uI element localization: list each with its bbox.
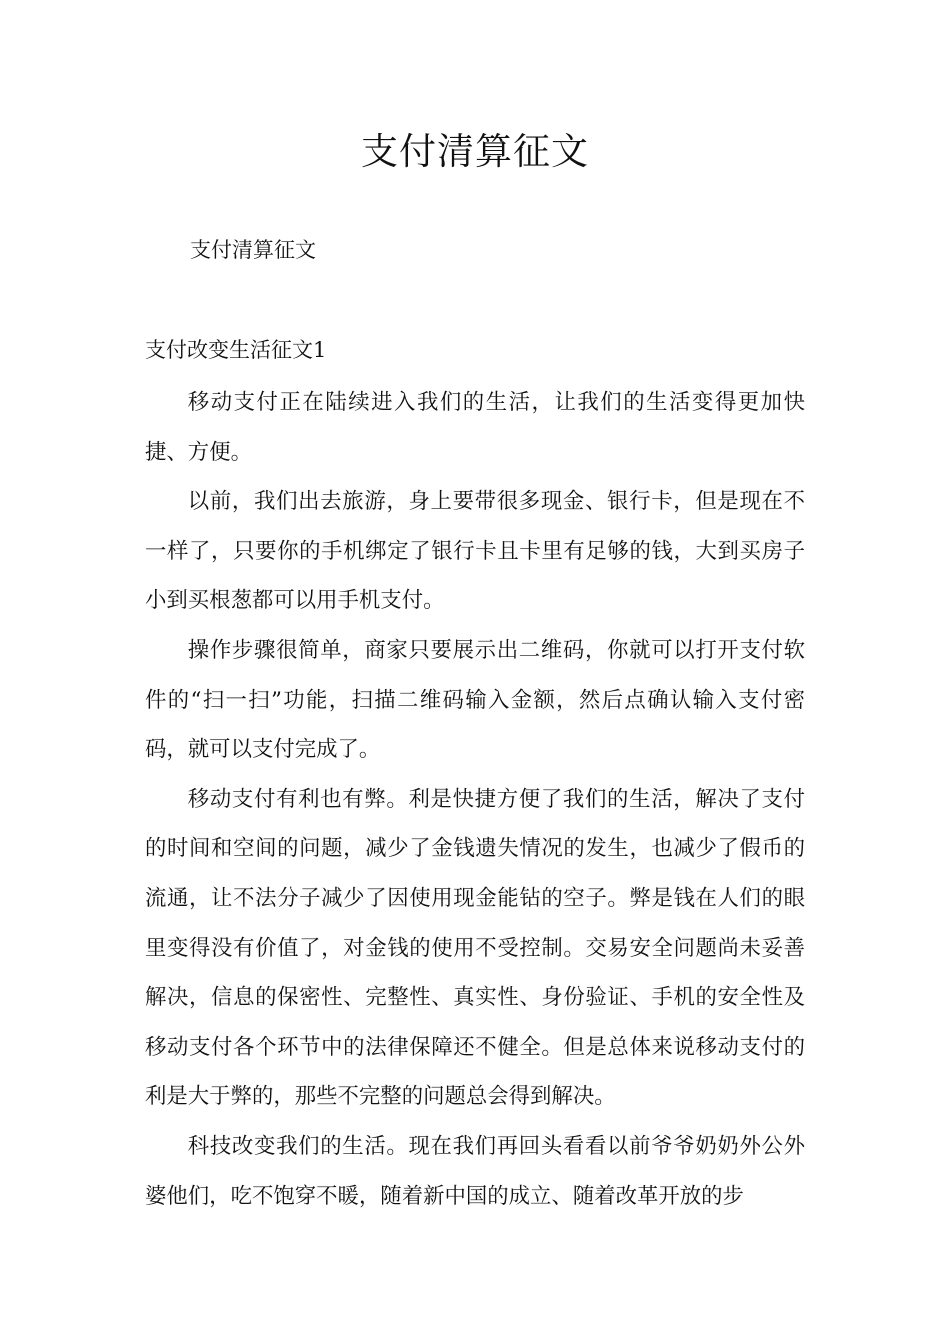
section-heading: 支付改变生活征文1 xyxy=(145,338,327,362)
paragraph: 移动支付正在陆续进入我们的生活，让我们的生活变得更加快捷、方便。 xyxy=(145,390,805,465)
document-title: 支付清算征文 xyxy=(361,130,589,173)
body-text xyxy=(145,378,805,1221)
paragraph: 操作步骤很简单，商家只要展示出二维码，你就可以打开支付软件的“扫一扫”功能，扫描二维码输入金额，然后点确认输入支付密码，就可以支付完成了。 xyxy=(145,637,805,763)
paragraph: 以前，我们出去旅游，身上要带很多现金、银行卡，但是现在不一样了，只要你的手机绑定了银行卡且卡里有足够的钱，大到买房子小到买根葱都可以用手机支付。 xyxy=(145,489,805,614)
paragraph: 移动支付有利也有弊。利是快捷方便了我们的生活，解决了支付的时间和空间的问题，减少了金钱遗失情况的发生，也减少了假币的流通，让不法分子减少了因使用现金能钻的空子。弊是钱在人们的眼里变得没有价值了，对金钱的使用不受控制。交易安全问题尚未妥善解决，信息的保密性、完整性、真实性、身份验证、手机的安全性及移动支付各个环节中的法律保障还不健全。但是总体来说移动支付的利是大于弊的，那些不完整的问题总会得到解决。 xyxy=(145,786,805,1110)
document-subtitle: 支付清算征文 xyxy=(190,238,316,262)
paragraph: 科技改变我们的生活。现在我们再回头看看以前爷爷奶奶外公外婆他们，吃不饱穿不暖，随着新中国的成立、随着改革开放的步 xyxy=(145,1133,805,1209)
